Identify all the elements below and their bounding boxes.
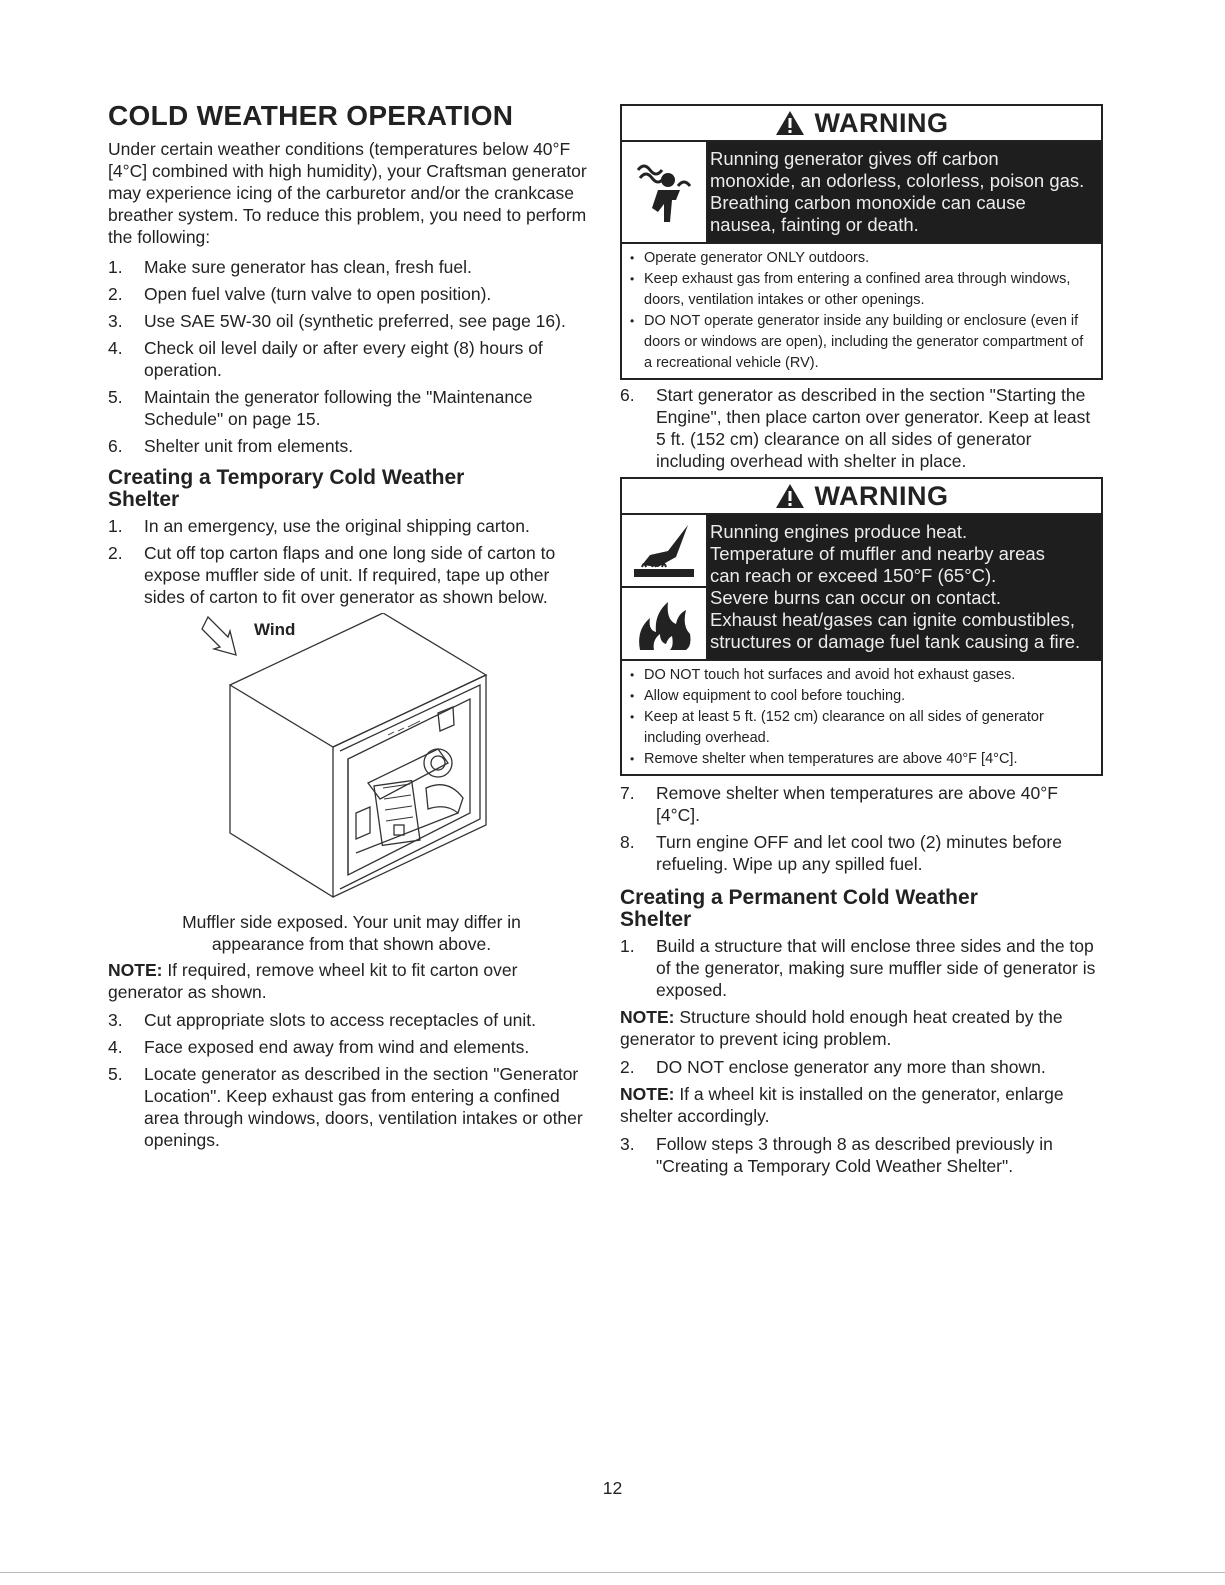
warning-message [708,515,1101,659]
cold-weather-steps [108,256,595,457]
list-item [108,283,595,305]
bullet-item: • Keep exhaust gas from entering a confined area through windows, doors, ventilation intakes or other openings. [628,269,1095,311]
step-number: 5. [108,387,123,407]
step-number: 1. [108,257,123,277]
list-item [108,1036,595,1058]
warning-label: WARNING [814,480,949,511]
step-text: In an emergency, use the original shipping carton. [144,516,530,536]
step-number: 2. [108,543,123,563]
step-number: 5. [108,1064,123,1084]
list-item [108,1063,595,1151]
step-number: 4. [108,338,123,358]
note-paragraph [620,1083,1103,1127]
step-number: 6. [108,436,123,456]
warning-label: WARNING [814,107,949,138]
step-text: Build a structure that will enclose three sides and the top of the generator, making sure muffler side of generator is exposed. [656,936,1096,1000]
step-number: 3. [108,1010,123,1030]
bullet-item: • Keep at least 5 ft. (152 cm) clearance on all sides of generator including overhead. [628,707,1095,749]
step-text: Check oil level daily or after every eight (8) hours of operation. [144,338,543,380]
warning-line: Temperature of muffler and nearby areas [710,543,1045,564]
list-item [620,935,1103,1001]
note-label: NOTE: [620,1007,675,1027]
after-steps [620,782,1103,875]
warning-icon-column [622,515,708,659]
warning-body [622,515,1101,659]
list-item [108,310,595,332]
bullet-item: • DO NOT operate generator inside any building or enclosure (even if doors or windows are open), including the generator compartment of a recreational vehicle (RV). [628,311,1095,374]
permanent-shelter-step-1 [620,935,1103,1001]
temporary-shelter-steps [108,515,595,608]
list-item [620,1056,1103,1078]
hot-surface-warning [620,477,1103,776]
step-text: Maintain the generator following the "Maintenance Schedule" on page 15. [144,387,533,429]
note-label: NOTE: [620,1084,675,1104]
note-label: NOTE: [108,960,163,980]
intro-paragraph: Under certain weather conditions (temperatures below 40°F [4°C] combined with high humidity), your Craftsman generator may experience icing of the carburetor and/or the crankcase breather system. To reduce this problem, you need to perform the following: [108,139,587,247]
section-title: COLD WEATHER OPERATION [108,100,514,131]
step-number: 1. [620,936,635,956]
list-item [108,515,595,537]
toxic-fumes-icon [622,142,706,242]
step-text: Make sure generator has clean, fresh fuel. [144,257,472,277]
warning-body [622,142,1101,242]
step-number: 1. [108,516,123,536]
list-item [108,1009,595,1031]
step-number: 3. [620,1134,635,1154]
step-text: Turn engine OFF and let cool two (2) minutes before refueling. Wipe up any spilled fuel. [656,832,1062,874]
step-number: 7. [620,783,635,803]
list-item [620,384,1103,472]
warning-header [622,106,1101,142]
warning-triangle-icon [775,110,805,136]
right-column [620,104,1103,1182]
warning-line: Breathing carbon monoxide can cause [710,192,1026,213]
warning-header [622,479,1101,515]
step-number: 6. [620,385,635,405]
note-paragraph [620,1006,1103,1050]
note-paragraph [108,959,595,1003]
list-item [108,542,595,608]
wind-arrow-icon [202,617,236,655]
temporary-shelter-heading: Creating a Temporary Cold Weather Shelter [108,466,465,511]
step-text: Cut appropriate slots to access receptacles of unit. [144,1010,537,1030]
bullet-item: • Allow equipment to cool before touching. [628,686,1095,707]
list-item [108,386,595,430]
warning-icon-column [622,142,708,242]
step-number: 3. [108,311,123,331]
step-text: Shelter unit from elements. [144,436,354,456]
wind-label: Wind [254,620,296,639]
note-text: If required, remove wheel kit to fit carton over generator as shown. [108,960,518,1002]
step-text: Follow steps 3 through 8 as described previously in "Creating a Temporary Cold Weather Shelter". [656,1134,1053,1176]
temporary-shelter-steps-continued [108,1009,595,1151]
generator-shelter-illustration [108,613,595,909]
warning-triangle-icon [775,483,805,509]
list-item [108,337,595,381]
carbon-monoxide-warning [620,104,1103,380]
step-text: Cut off top carton flaps and one long side of carton to expose muffler side of unit. If required, tape up other sides of carton to fit over generator as shown below. [144,543,556,607]
warning-message [708,142,1101,242]
note-text: Structure should hold enough heat created by the generator to prevent icing problem. [620,1007,1063,1049]
fire-icon [622,588,706,659]
step-number: 2. [620,1057,635,1077]
start-step [620,384,1103,472]
permanent-shelter-step-2 [620,1056,1103,1078]
list-item [620,1133,1103,1177]
note-text: If a wheel kit is installed on the generator, enlarge shelter accordingly. [620,1084,1064,1126]
warning-line: can reach or exceed 150°F (65°C). [710,565,997,586]
bullet-item: • Remove shelter when temperatures are above 40°F [4°C]. [628,749,1095,770]
list-item [108,435,595,457]
warning-line: Exhaust heat/gases can ignite combustibles, [710,609,1076,630]
warning-line: structures or damage fuel tank causing a fire. [710,631,1081,652]
step-number: 8. [620,832,635,852]
bullet-item: • DO NOT touch hot surfaces and avoid hot exhaust gases. [628,665,1095,686]
page-number: 12 [602,1478,623,1498]
permanent-shelter-heading: Creating a Permanent Cold Weather Shelter [620,886,978,931]
bottom-divider [0,1572,1225,1573]
list-item [620,831,1103,875]
step-text: Open fuel valve (turn valve to open position). [144,284,492,304]
step-text: Locate generator as described in the section "Generator Location". Keep exhaust gas from entering a confined area through windows, doors, ventilation intakes or other openings. [144,1064,583,1150]
step-text: Use SAE 5W-30 oil (synthetic preferred, see page 16). [144,311,566,331]
list-item [620,782,1103,826]
warning-line: Running engines produce heat. [710,521,968,542]
figure-caption: Muffler side exposed. Your unit may differ in appearance from that shown above. [182,912,521,954]
step-text: Start generator as described in the section "Starting the Engine", then place carton over generator. Keep at least 5 ft. (152 cm) clearance on all sides of generator including overhead with shelter in place. [656,385,1091,471]
warning-line: Running generator gives off carbon [710,148,999,169]
warning-line: monoxide, an odorless, colorless, poison gas. [710,170,1085,191]
hot-surface-icon [622,515,706,588]
warning-line: Severe burns can occur on contact. [710,587,1002,608]
step-number: 4. [108,1037,123,1057]
permanent-shelter-step-3 [620,1133,1103,1177]
bullet-item: • Operate generator ONLY outdoors. [628,248,1095,269]
warning-line: nausea, fainting or death. [710,214,919,235]
step-text: Remove shelter when temperatures are above 40°F [4°C]. [656,783,1058,825]
step-number: 2. [108,284,123,304]
list-item [108,256,595,278]
step-text: DO NOT enclose generator any more than shown. [656,1057,1046,1077]
generator-carton-drawing [108,613,595,909]
warning-bullets [622,659,1101,774]
warning-bullets [622,242,1101,378]
left-column [108,100,595,1156]
step-text: Face exposed end away from wind and elements. [144,1037,530,1057]
